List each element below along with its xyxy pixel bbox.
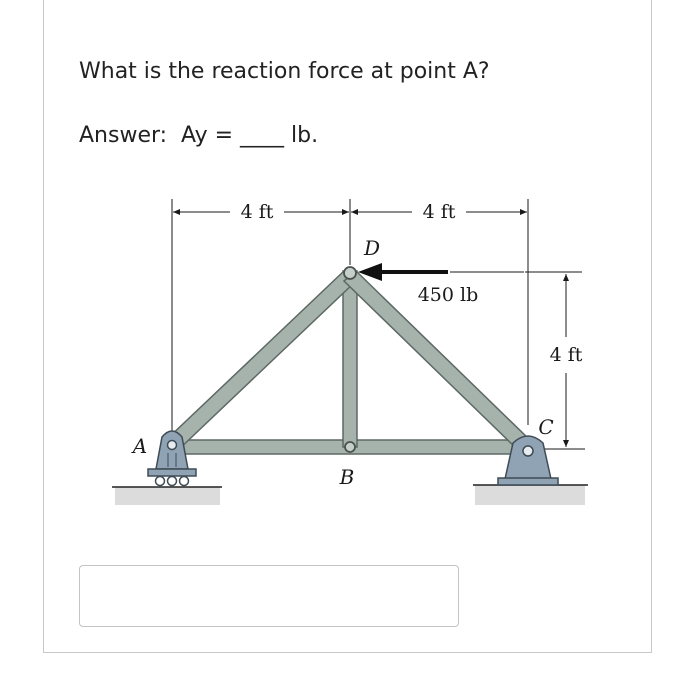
force-label: 450 lb (417, 284, 479, 306)
force-arrow (358, 263, 448, 281)
dim-height-label: 4 ft (549, 344, 583, 366)
answer-line (79, 123, 318, 148)
label-point-c: C (538, 415, 554, 439)
member-ad (164, 271, 356, 452)
member-bd (343, 271, 357, 447)
answer-unit: lb. (284, 123, 319, 148)
dim-right-label: 4 ft (422, 201, 456, 223)
truss-svg (100, 185, 600, 515)
answer-input[interactable] (79, 565, 459, 627)
dim-left-label: 4 ft (240, 201, 274, 223)
answer-prefix: Answer: Ay = (79, 123, 241, 148)
truss-diagram (100, 185, 600, 515)
joint-d-pin (344, 267, 356, 279)
answer-blank: ____ (240, 123, 285, 148)
question-text: What is the reaction force at point A? (79, 59, 490, 84)
label-point-a: A (132, 434, 148, 458)
ground-right (473, 485, 588, 505)
joint-b-pin (345, 442, 355, 452)
ground-left (112, 487, 222, 505)
label-point-b: B (339, 465, 355, 489)
label-point-d: D (363, 236, 381, 260)
